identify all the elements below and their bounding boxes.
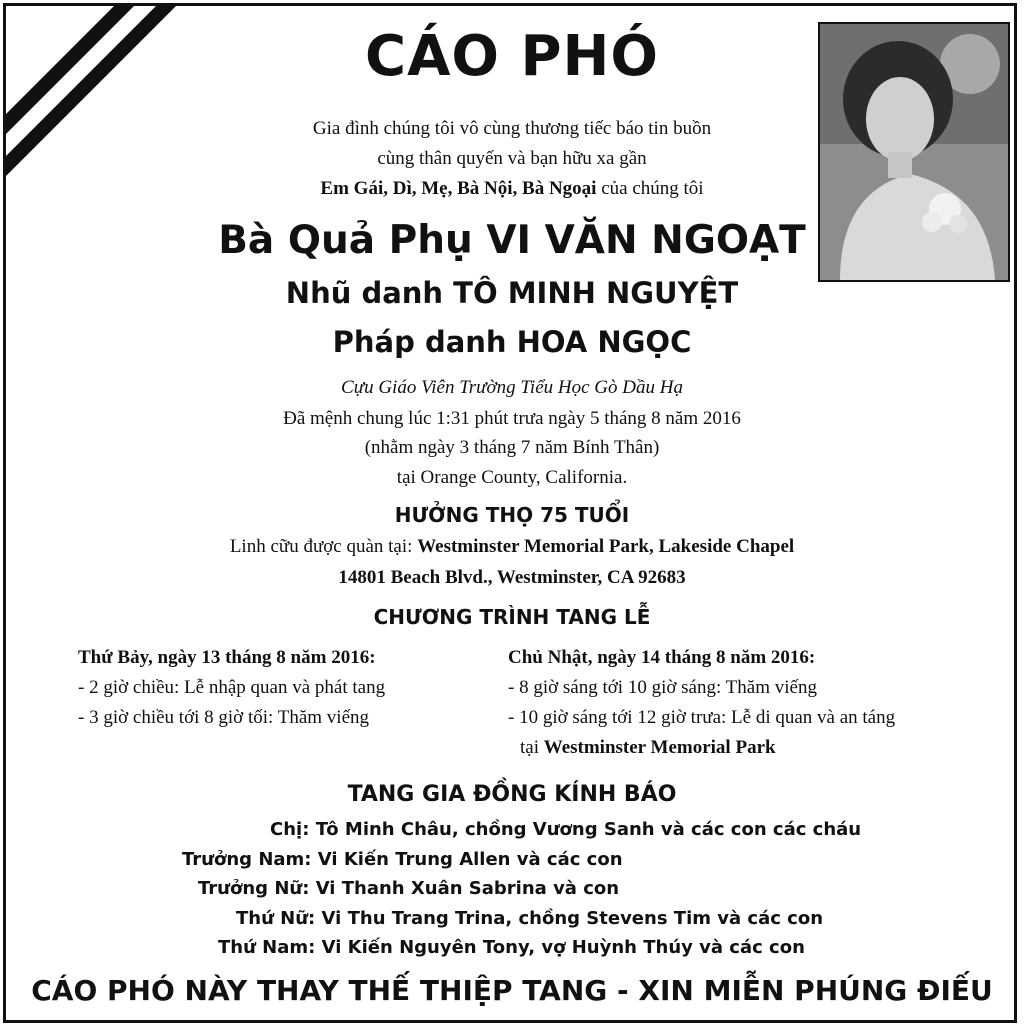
day1-item: - 2 giờ chiều: Lễ nhập quan và phát tang: [78, 677, 386, 698]
family-member: [270, 819, 861, 840]
viewing-prefix: Linh cữu được quàn tại:: [229, 536, 418, 557]
maiden-name: Nhũ danh TÔ MINH NGUYỆT: [285, 276, 739, 310]
intro-line-2: cùng thân quyến và bạn hữu xa gần: [377, 148, 647, 169]
viewing-address: 14801 Beach Blvd., Westminster, CA 92683: [338, 567, 686, 588]
viewing-line: [0, 536, 1024, 558]
passing-date: Đã mệnh chung lúc 1:31 phút trưa ngày 5 tháng 8 năm 2016: [283, 408, 741, 429]
program-heading: CHƯƠNG TRÌNH TANG LỄ: [373, 605, 651, 629]
passing-place: tại Orange County, California.: [396, 467, 628, 488]
member-names: Vi Thanh Xuân Sabrina và con: [315, 878, 620, 899]
day2-item: - 10 giờ sáng tới 12 giờ trưa: Lễ di quan và an táng: [508, 707, 896, 728]
family-member: [218, 937, 805, 958]
footer-notice: CÁO PHÓ NÀY THAY THẾ THIỆP TANG - XIN MIỄN PHÚNG ĐIẾU: [31, 974, 993, 1007]
intro-line-1: Gia đình chúng tôi vô cùng thương tiếc báo tin buồn: [312, 118, 712, 139]
burial-place: Westminster Memorial Park: [543, 737, 776, 758]
member-role: Thứ Nam:: [218, 937, 316, 958]
occupation: Cựu Giáo Viên Trường Tiểu Học Gò Dầu Hạ: [341, 377, 683, 398]
dharma-name: Pháp danh HOA NGỌC: [332, 325, 692, 359]
day2-burial: [508, 733, 895, 763]
lunar-date: (nhằm ngày 3 tháng 7 năm Bính Thân): [364, 437, 660, 458]
program-day2: [508, 643, 895, 763]
day2-date: Chủ Nhật, ngày 14 tháng 8 năm 2016:: [508, 647, 816, 668]
day1-item: - 3 giờ chiều tới 8 giờ tối: Thăm viếng: [78, 707, 370, 728]
family-member: [236, 908, 823, 929]
deceased-name: Bà Quả Phụ VI VĂN NGOẠT: [218, 218, 806, 263]
family-heading: TANG GIA ĐỒNG KÍNH BÁO: [347, 782, 677, 807]
age-line: HƯỞNG THỌ 75 TUỔI: [394, 503, 630, 527]
member-names: Tô Minh Châu, chồng Vương Sanh và các con các cháu: [315, 819, 862, 840]
day1-date: Thứ Bảy, ngày 13 tháng 8 năm 2016:: [78, 647, 376, 668]
family-member: [198, 878, 619, 899]
viewing-place: Westminster Memorial Park, Lakeside Chapel: [417, 536, 795, 557]
member-role: Thứ Nữ:: [236, 908, 316, 929]
member-role: Chị:: [270, 819, 310, 840]
member-role: Trưởng Nữ:: [198, 878, 310, 899]
relations-text: Em Gái, Dì, Mẹ, Bà Nội, Bà Ngoại: [320, 178, 597, 199]
page-title: CÁO PHÓ: [364, 24, 660, 89]
program-day1: [78, 643, 385, 733]
burial-prefix: tại: [520, 737, 544, 758]
member-role: Trưởng Nam:: [182, 849, 312, 870]
member-names: Vi Kiến Nguyên Tony, vợ Huỳnh Thúy và các con: [321, 937, 805, 958]
intro-line-3: [0, 178, 1024, 200]
family-member: [182, 849, 623, 870]
relations-suffix: của chúng tôi: [596, 178, 704, 199]
day2-item: - 8 giờ sáng tới 10 giờ sáng: Thăm viếng: [508, 677, 817, 698]
member-names: Vi Thu Trang Trina, chồng Stevens Tim và các con: [321, 908, 824, 929]
member-names: Vi Kiến Trung Allen và các con: [317, 849, 623, 870]
